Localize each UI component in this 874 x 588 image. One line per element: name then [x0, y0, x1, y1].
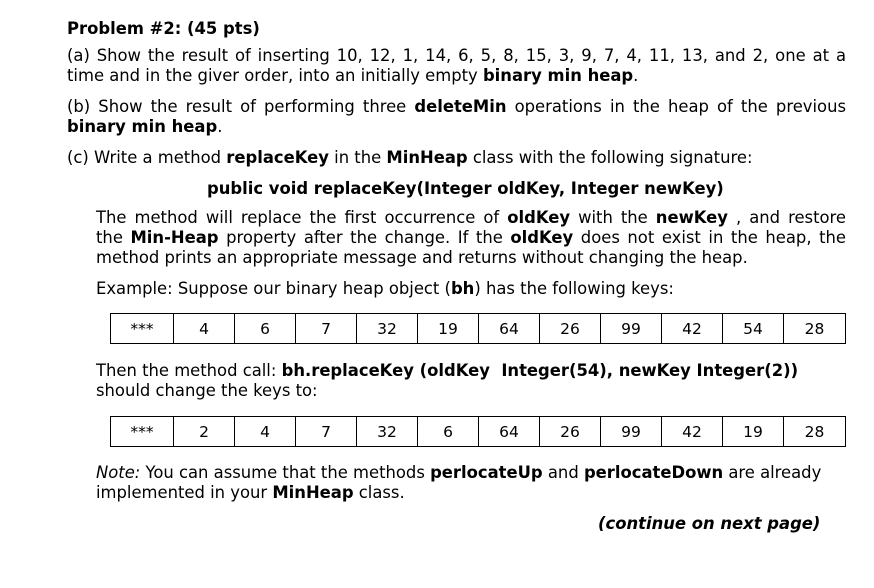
part-a-term: binary min heap: [482, 66, 634, 85]
key-cell: 4: [235, 417, 296, 447]
part-b-term: binary min heap: [67, 117, 218, 136]
part-b-text2: operations in the heap of the previous: [514, 97, 846, 116]
part-b-op: deleteMin: [414, 97, 507, 116]
key-cell: 64: [479, 314, 540, 344]
note-text5: class.: [353, 483, 405, 502]
desc-line3: method prints an appropriate message and returns without changing the heap.: [96, 248, 748, 267]
key-cell: 28: [784, 314, 846, 344]
example-line: [96, 279, 674, 299]
part-c-text3: class with the following signature:: [467, 148, 753, 167]
desc-text: The method will replace the first occurrence of: [96, 208, 508, 227]
method-signature: public void replaceKey(Integer oldKey, Integer newKey): [207, 179, 724, 198]
example-bh: bh: [450, 279, 475, 298]
key-cell: 7: [296, 314, 357, 344]
part-c-text: (c) Write a method: [67, 148, 227, 167]
part-b-line2: [67, 117, 222, 137]
example-text: Example: Suppose our binary heap object (: [96, 279, 451, 298]
note-text3: are already: [723, 463, 822, 482]
key-cell: 32: [357, 417, 418, 447]
part-b-line1: [67, 97, 846, 117]
desc-text5: property after the change. If the: [226, 228, 511, 247]
key-cell: 42: [662, 314, 723, 344]
desc-text6: does not exist in the heap, the: [580, 228, 847, 247]
part-c-method: replaceKey: [226, 148, 329, 167]
part-c-class: MinHeap: [386, 148, 468, 167]
key-cell: 26: [540, 417, 601, 447]
key-cell: 54: [723, 314, 784, 344]
part-a-text: time and in the giver order, into an initially empty: [67, 66, 483, 85]
key-cell: 99: [601, 417, 662, 447]
part-c-line: [67, 148, 752, 168]
key-cell: 19: [418, 314, 479, 344]
key-cell: 99: [601, 314, 662, 344]
part-c-text2: in the: [328, 148, 387, 167]
part-b-text: (b) Show the result of performing three: [67, 97, 415, 116]
keys-after-table: [110, 416, 846, 447]
desc-minheap: Min-Heap: [130, 228, 219, 247]
key-cell: 4: [174, 314, 235, 344]
keys-after-row: [111, 417, 846, 447]
then-call: bh.replaceKey (oldKey Integer(54), newKey Integer(2)): [281, 361, 799, 380]
note-text2: and: [542, 463, 584, 482]
key-cell: 7: [296, 417, 357, 447]
part-a-line1: (a) Show the result of inserting 10, 12, 1, 14, 6, 5, 8, 15, 3, 9, 7, 4, 11, 13, and 2, one at a: [67, 46, 846, 65]
key-cell: 42: [662, 417, 723, 447]
key-cell: ***: [111, 314, 174, 344]
note-down: perlocateDown: [583, 463, 724, 482]
key-cell: 6: [235, 314, 296, 344]
note-label: Note:: [96, 463, 141, 482]
then-text: Then the method call:: [96, 361, 282, 380]
then-line2: should change the keys to:: [96, 381, 318, 400]
continue-footer: (continue on next page): [598, 514, 821, 533]
note-class: MinHeap: [272, 483, 354, 502]
key-cell: 2: [174, 417, 235, 447]
keys-before-row: [111, 314, 846, 344]
part-a-line2: [67, 66, 638, 86]
desc-newkey: newKey: [655, 208, 728, 227]
key-cell: 6: [418, 417, 479, 447]
keys-before-table: [110, 313, 846, 344]
desc-text3: , and restore: [735, 208, 847, 227]
note-line2: [96, 483, 405, 503]
desc-oldkey2: oldKey: [510, 228, 574, 247]
problem-title: Problem #2: (45 pts): [67, 19, 260, 38]
note-text4: implemented in your: [96, 483, 273, 502]
desc-text4: the: [96, 228, 131, 247]
then-line: [96, 361, 798, 381]
key-cell: 19: [723, 417, 784, 447]
desc-line1: [96, 208, 846, 228]
note-line1: [96, 463, 821, 483]
key-cell: ***: [111, 417, 174, 447]
note-up: perlocateUp: [430, 463, 543, 482]
note-text: You can assume that the methods: [140, 463, 431, 482]
key-cell: 28: [784, 417, 846, 447]
part-a-period: .: [633, 66, 639, 85]
key-cell: 64: [479, 417, 540, 447]
desc-text2: with the: [578, 208, 656, 227]
example-text2: ) has the following keys:: [474, 279, 674, 298]
part-b-period: .: [217, 117, 223, 136]
key-cell: 32: [357, 314, 418, 344]
desc-oldkey: oldKey: [507, 208, 571, 227]
key-cell: 26: [540, 314, 601, 344]
desc-line2: [96, 228, 846, 248]
